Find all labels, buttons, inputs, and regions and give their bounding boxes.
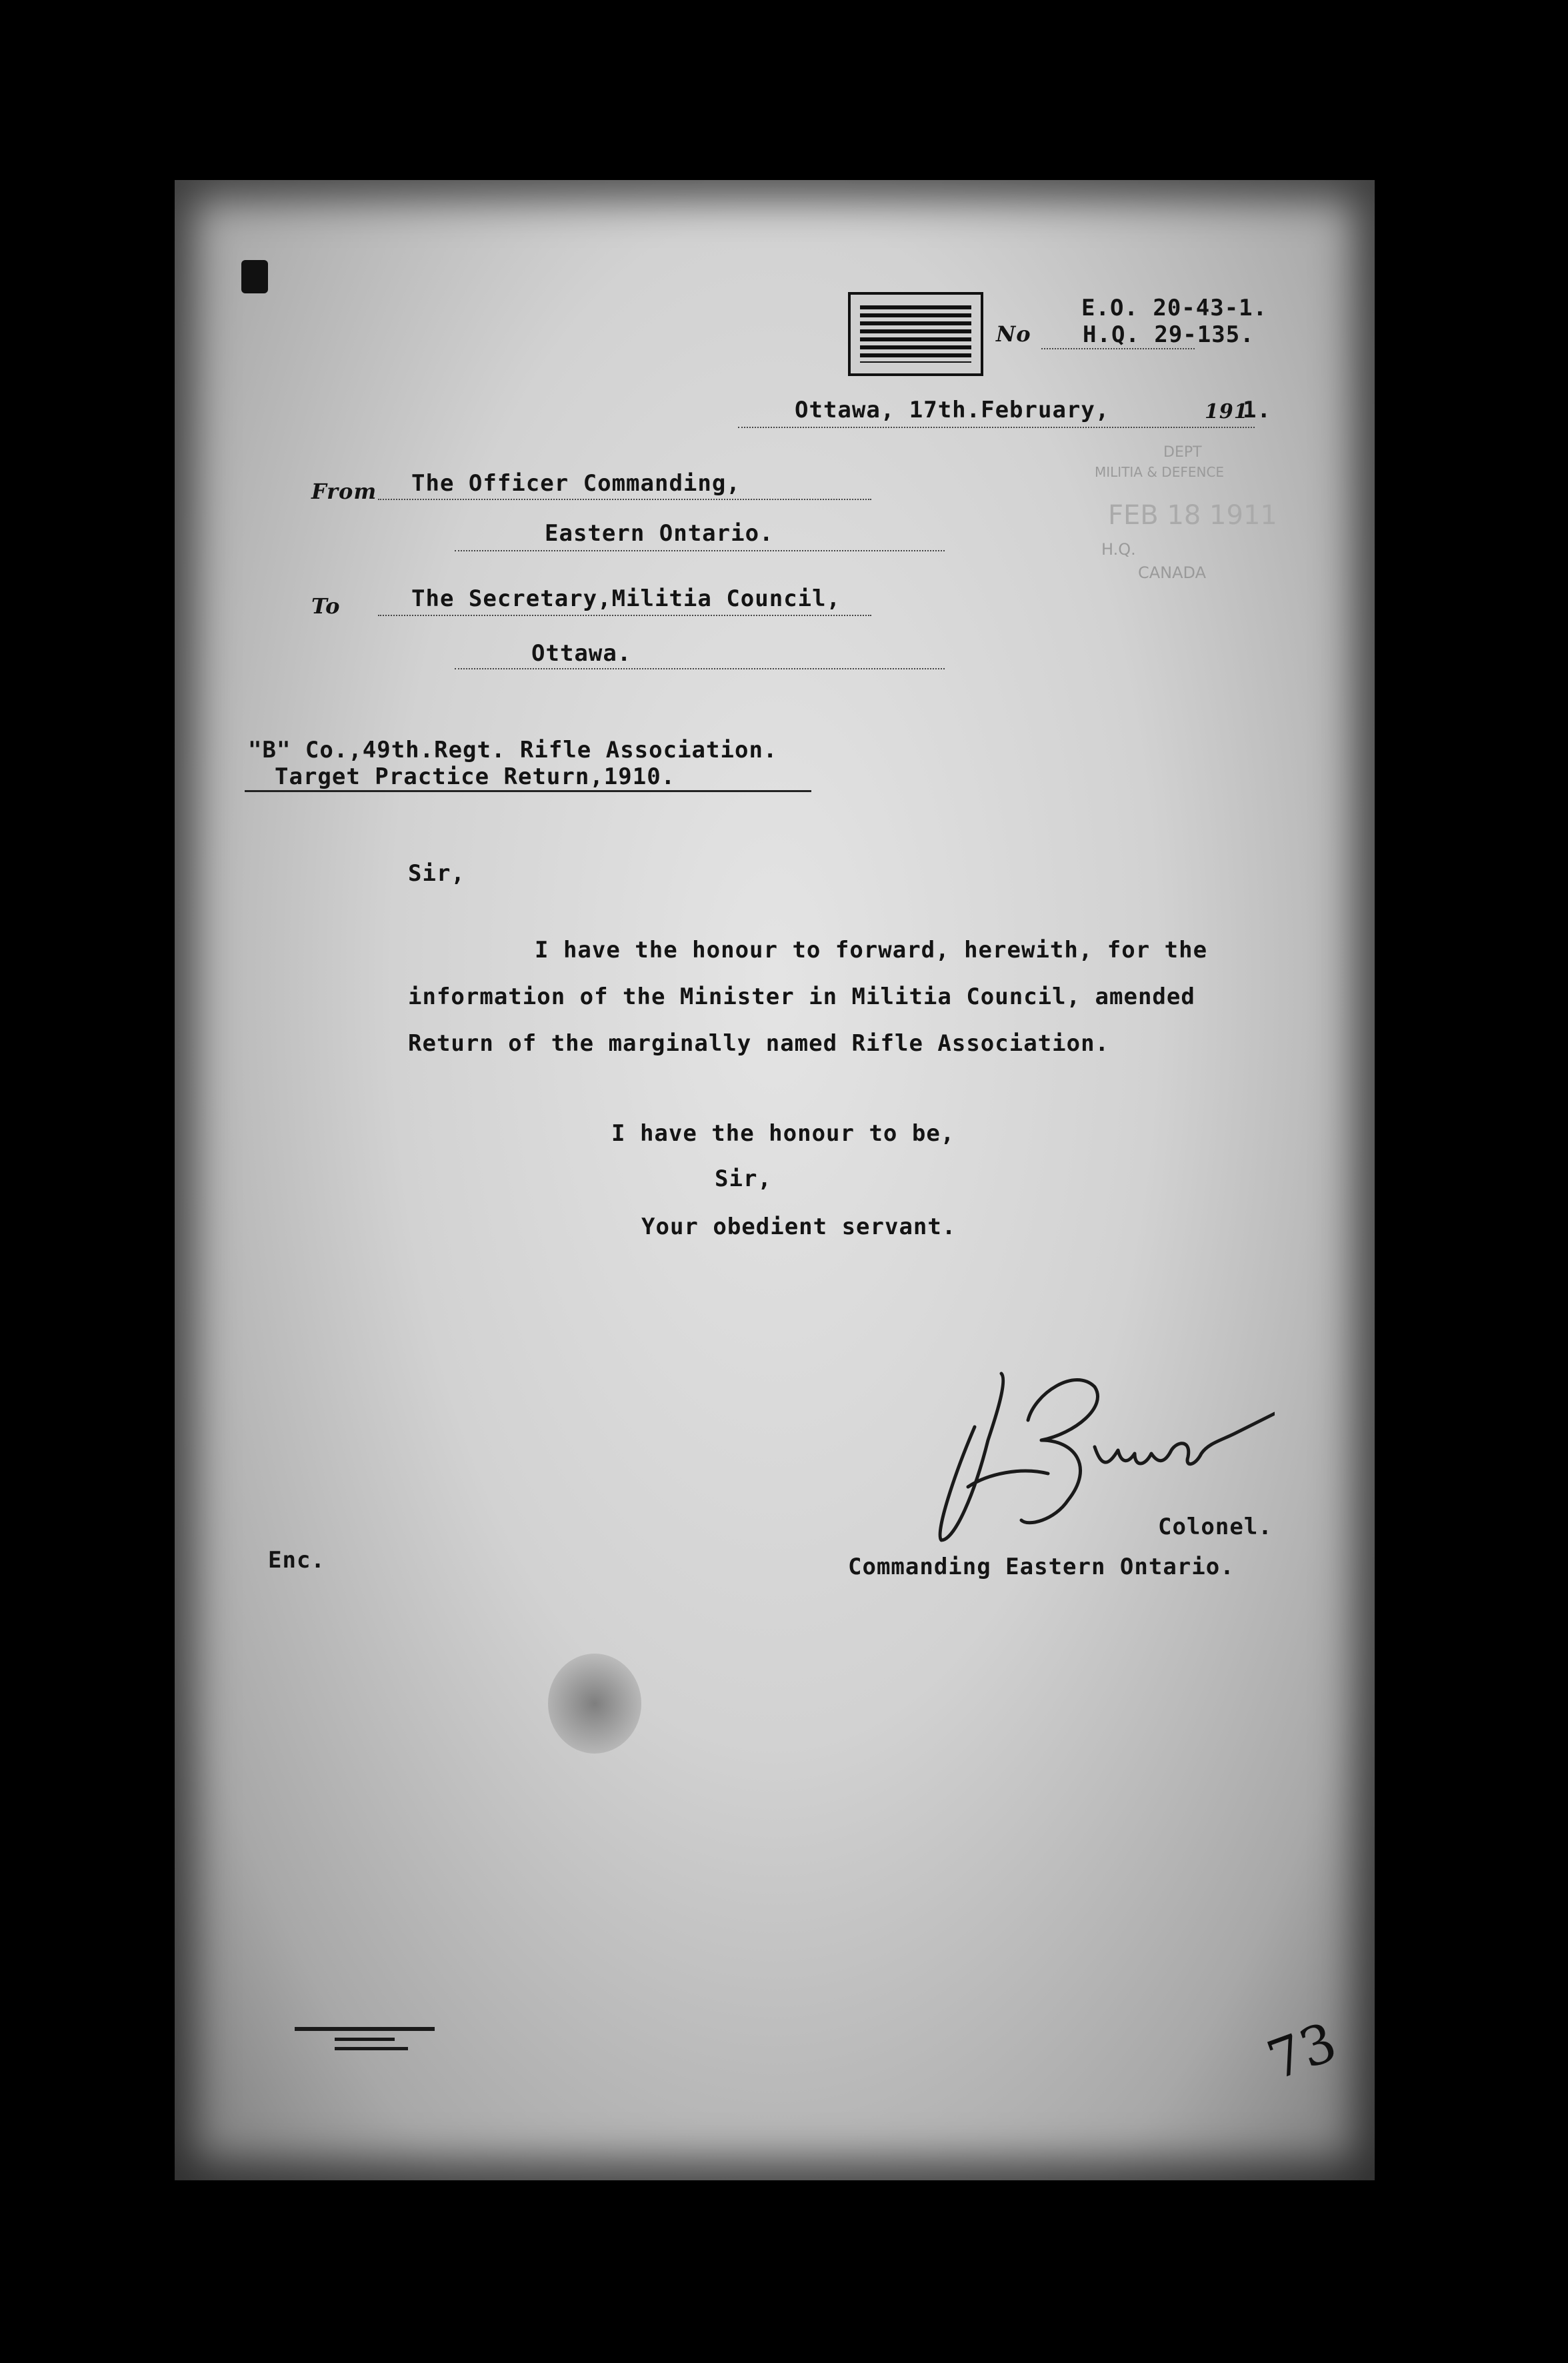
closing-line3: Your obedient servant. <box>641 1214 957 1240</box>
received-stamp-canada: CANADA <box>1138 563 1207 582</box>
printed-notice-box <box>848 292 983 376</box>
ink-smudge <box>548 1654 641 1754</box>
to-label: To <box>311 593 341 619</box>
received-stamp-date: FEB 18 1911 <box>1108 500 1277 531</box>
received-stamp-hq: H.Q. <box>1101 540 1136 559</box>
received-stamp-militia: MILITIA & DEFENCE <box>1095 464 1225 480</box>
to-line1: The Secretary,Militia Council, <box>411 585 841 612</box>
closing-line2: Sir, <box>715 1165 772 1192</box>
corner-number: 73 <box>1259 2010 1345 2092</box>
body-para-line1: I have the honour to forward, herewith, for the <box>535 937 1208 963</box>
year-suffix: 1. <box>1243 397 1271 423</box>
salutation: Sir, <box>408 860 465 887</box>
closing-line1: I have the honour to be, <box>611 1120 955 1147</box>
from-line2: Eastern Ontario. <box>545 520 774 547</box>
file-ref-line1: E.O. 20-43-1. <box>1081 295 1268 321</box>
punch-hole <box>241 260 268 293</box>
to-line2: Ottawa. <box>531 640 632 667</box>
received-stamp-dept: DEPT <box>1163 444 1202 461</box>
printer-imprint <box>295 2027 435 2031</box>
from-label: From <box>311 479 377 504</box>
closing-rank: Colonel. <box>1158 1514 1273 1540</box>
no-label: No <box>996 321 1031 347</box>
enclosure-note: Enc. <box>268 1547 325 1574</box>
body-para-line2: information of the Minister in Militia Council, amended <box>408 983 1195 1010</box>
file-ref-line2: H.Q. 29-135. <box>1083 321 1255 348</box>
subject-line2: Target Practice Return,1910. <box>275 763 676 790</box>
place-date: Ottawa, 17th.February, <box>795 397 1110 423</box>
subject-line1: "B" Co.,49th.Regt. Rifle Association. <box>248 737 778 763</box>
from-line1: The Officer Commanding, <box>411 470 741 497</box>
body-para-line3: Return of the marginally named Rifle Association. <box>408 1030 1110 1057</box>
year-prefix: 191 <box>1205 400 1249 423</box>
letter-page <box>175 180 1375 2180</box>
closing-title: Commanding Eastern Ontario. <box>848 1554 1235 1580</box>
